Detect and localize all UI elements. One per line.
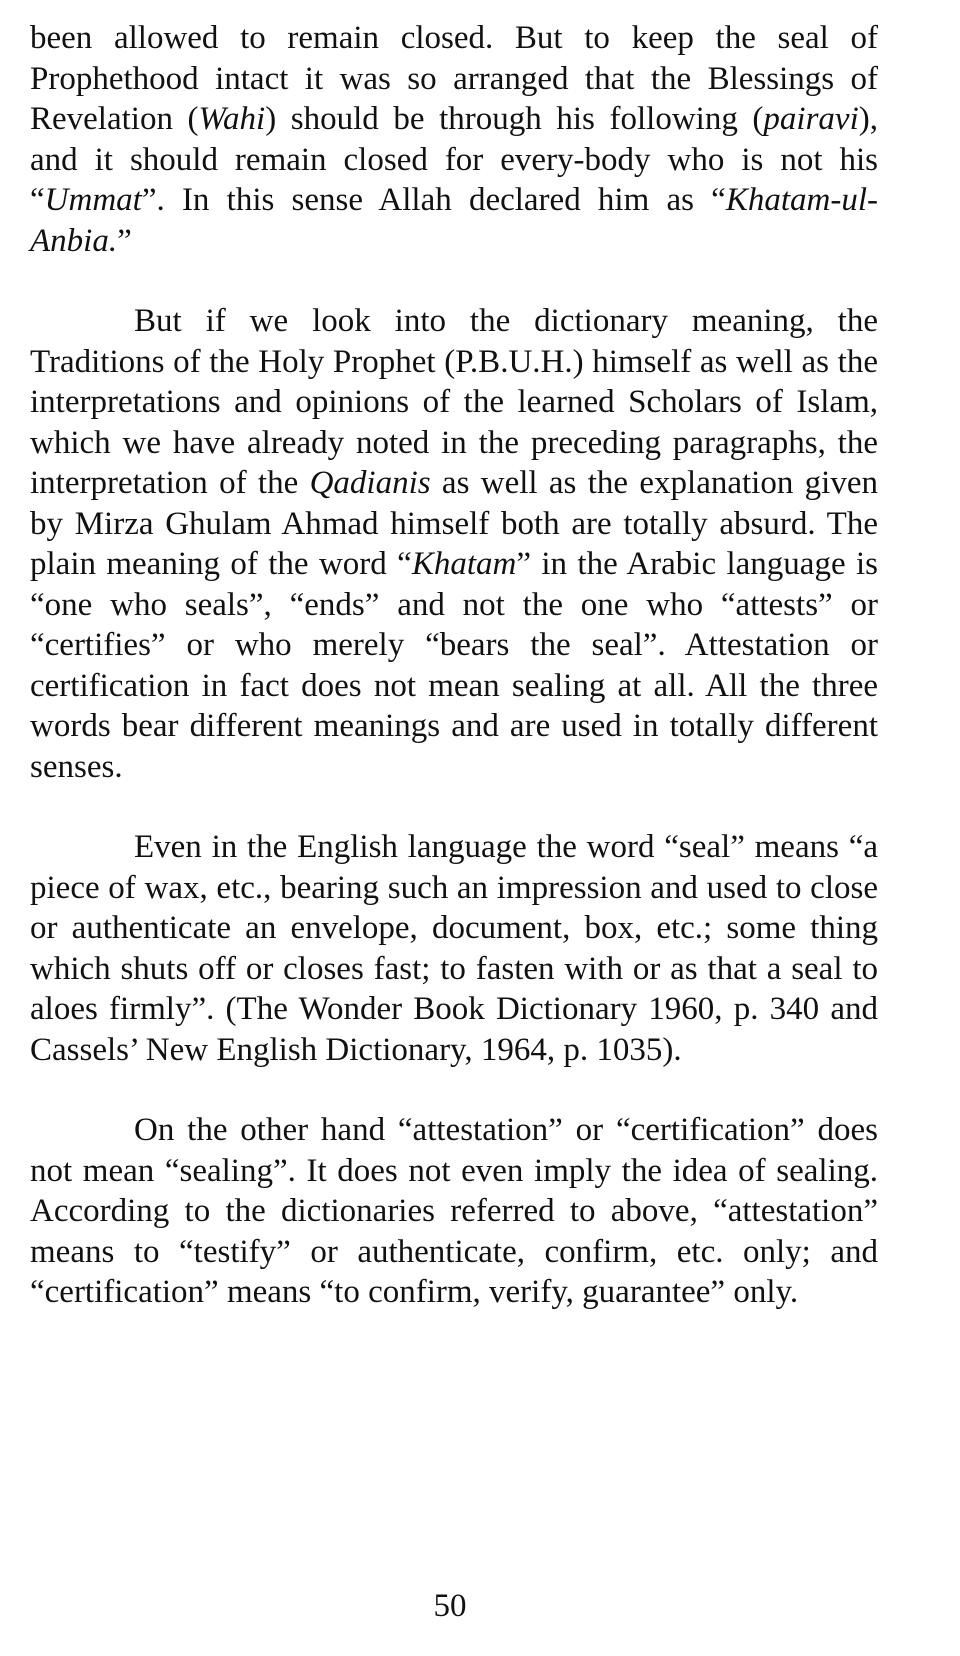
text-run: But if we look into the dictionary meaning, the Traditions of the Holy Prophet (P.B.U.H.) himself as well as the interpretations and opinions of the learned Scholars of Islam, which we have already noted in the preceding paragraphs, the interpretation of the: [30, 303, 878, 501]
text-run: as well as the explanation given by Mirza Ghulam Ahmad himself both are totally absurd. The plain meaning of the word “: [30, 465, 878, 582]
text-run: ”. In this sense Allah declared him as “: [141, 182, 726, 218]
page-body: [30, 18, 878, 1313]
text-run: ), and it should remain closed for every-body who is not his “: [30, 101, 878, 218]
text-run: ) should be through his following (: [265, 101, 764, 137]
text-run: On the other hand “attestation” or “certification” does not mean “sealing”. It does not even imply the idea of sealing. According to the dictionaries referred to above, “attestation” means to “testify” or authenticate, confirm, etc. only; and “certification” means “to confirm, verify, guarantee” only.: [30, 1112, 878, 1310]
italic-term: pairavi: [763, 101, 859, 137]
paragraph-4: [30, 1110, 878, 1313]
italic-term: Wahi: [198, 101, 266, 137]
italic-term: Khatam: [411, 546, 517, 582]
italic-term: Khatam-ul-Anbia.: [30, 182, 878, 259]
italic-term: Qadianis: [309, 465, 431, 501]
italic-term: Ummat: [44, 182, 142, 218]
text-run: Even in the English language the word “seal” means “a piece of wax, etc., bearing such an impression and used to close or authenticate an envelope, document, box, etc.; some thing which shuts off or closes fast; to fasten with or as that a seal to aloes firmly”. (The Wonder Book Dictionary 1960, p. 340 and Cassels’ New English Dictionary, 1964, p. 1035).: [30, 829, 878, 1068]
paragraph-2: [30, 301, 878, 787]
page-number: 50: [433, 1588, 467, 1624]
text-run: ”: [117, 222, 132, 259]
text-run: ” in the Arabic language is “one who seals”, “ends” and not the one who “attests” or “certifies” or who merely “bears the seal”. Attestation or certification in fact does not mean sealing at all. All the three words bear different meanings and are used in totally different senses.: [30, 546, 878, 785]
paragraph-3: [30, 827, 878, 1070]
text-run: been allowed to remain closed. But to keep the seal of Prophethood intact it was so arranged that the Blessings of Revelation (: [30, 20, 878, 137]
paragraph-1: [30, 18, 878, 261]
